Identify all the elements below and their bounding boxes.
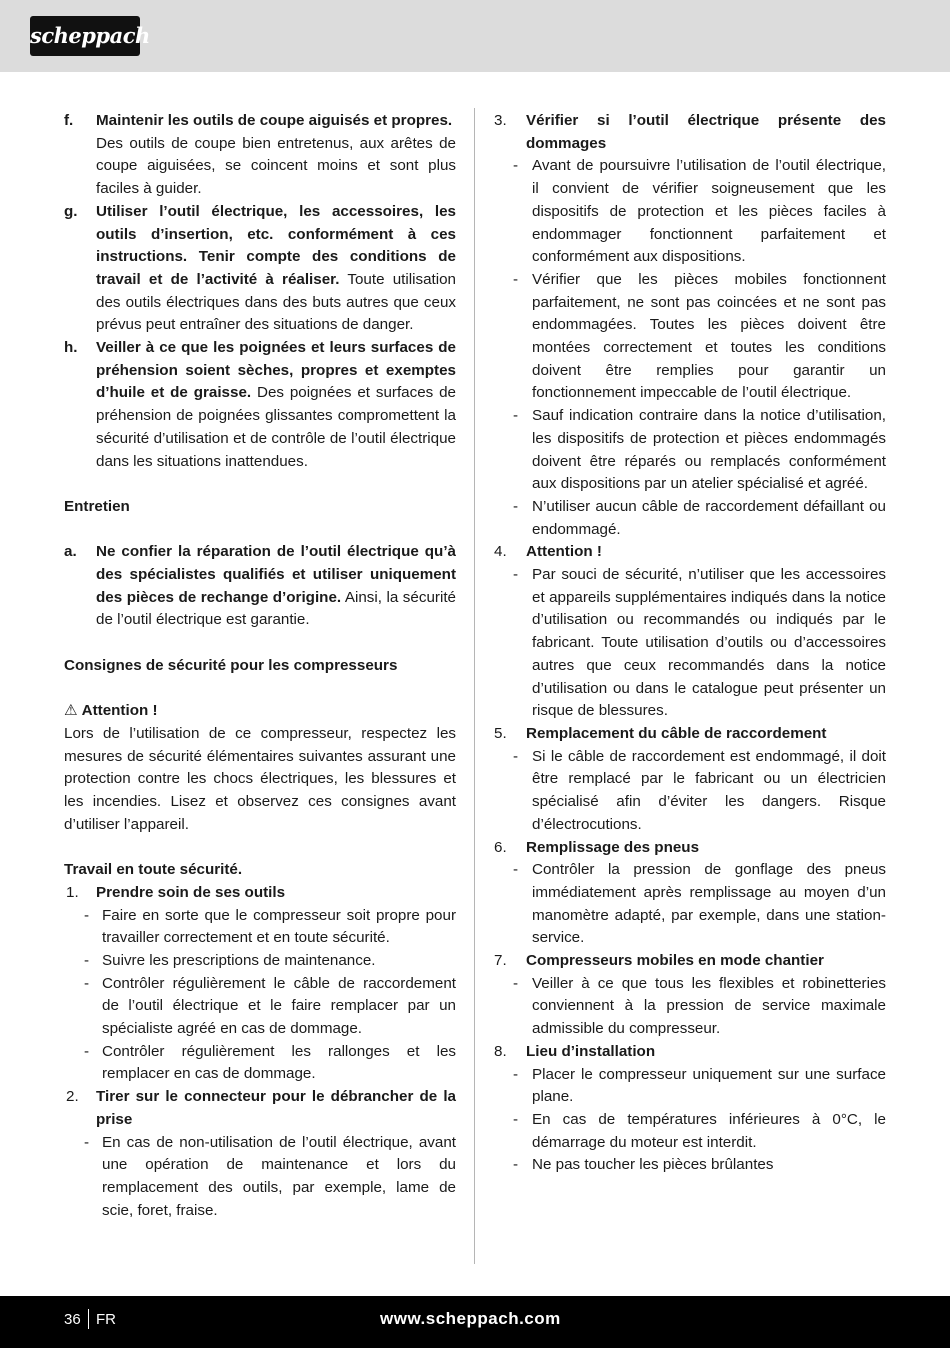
numbered-item-6: 6. Remplissage des pneus — [494, 838, 700, 856]
website-link[interactable]: www.scheppach.com — [380, 1309, 561, 1328]
bullet-item: - En cas de non-utilisation de l’outil électrique, avant une opération de maintenance et lors du remplacement des outils, par exemple, lame de scie, foret, fraise. — [84, 1133, 456, 1219]
item-title: Tirer sur le connecteur pour le débrancher de la prise — [96, 1088, 456, 1128]
maintenance-heading: Entretien — [64, 497, 130, 515]
item-title: Remplissage des pneus — [526, 838, 700, 856]
page-footer — [0, 1296, 950, 1348]
bullet-item: - Sauf indication contraire dans la notice d’utilisation, les dispositifs de protection et pièces endommagés doivent être réparés ou remplacés conformément aux dispositions par un atelier spécialisé et agréé. — [513, 407, 886, 493]
item-text: Toute utilisation des outils électriques dans des buts autres que ceux prévus peut entraîner des situations de danger. — [96, 270, 457, 334]
item-marker: f. — [64, 112, 74, 129]
bullet-item: - En cas de températures inférieures à 0°C, le démarrage du moteur est interdit. — [513, 1110, 886, 1151]
language-code: FR — [96, 1311, 116, 1328]
item-number: 1. — [66, 883, 79, 901]
bullet-item: - Vérifier que les pièces mobiles fonctionnent parfaitement, ne sont pas coincées et ne sont pas endommagées. Toutes les pièces doivent être montées correctement et toutes les conditions doivent être remplies pour garantir un fonctionnement impeccable de l’outil électrique. — [513, 270, 886, 402]
warning-icon: ⚠ — [64, 702, 78, 720]
item-marker: h. — [64, 339, 78, 357]
item-title: Ne confier la réparation de l’outil électrique qu’à des spécialistes qualifiés et utiliser uniquement des pièces de rechange d’origine. — [96, 543, 456, 606]
bullet-item: - Veiller à ce que tous les flexibles et robinetteries conviennent à la pression de service maximale admissible du compresseur. — [513, 974, 886, 1038]
bullet-item: - Avant de poursuivre l’utilisation de l’outil électrique, il convient de vérifier soigneusement que les dispositifs de protection et les pièces faciles à endommager fonctionnent parfaitement et conformément aux dispositions. — [513, 157, 886, 266]
numbered-item-1 — [64, 882, 456, 905]
instruction-item-g — [64, 201, 456, 337]
attention-heading — [64, 700, 456, 723]
compressor-safety-heading: Consignes de sécurité pour les compresseurs — [64, 656, 398, 674]
bullet-item: - Contrôler régulièrement le câble de raccordement de l’outil électrique et le faire remplacer par un spécialiste agréé en cas de dommage. — [84, 974, 456, 1038]
numbered-item-2 — [64, 1086, 456, 1131]
right-column — [494, 110, 886, 1177]
left-column — [64, 110, 456, 1222]
item-marker: g. — [64, 202, 78, 220]
bullet-item: - Par souci de sécurité, n’utiliser que les accessoires et appareils supplémentaires indiqués dans la notice d’utilisation ou recommandés ou indiqués par le fabricant. Toute utilisation d’outils ou d’accessoires autres que ceux recommandés dans la notice d’utilisation ou dans le catalogue peut présenter un risque de blessures. — [513, 566, 886, 720]
page-number: 36 — [64, 1311, 81, 1328]
column-divider — [474, 108, 475, 1264]
item-text: Des poignées et surfaces de préhension de poignées glissantes compromettent la sécurité d’utilisation et de contrôle de l’outil électrique dans les situations inattendues. — [96, 384, 456, 470]
attention-label: Attention ! — [81, 702, 158, 720]
attention-paragraph: Lors de l’utilisation de ce compresseur, respectez les mesures de sécurité élémentaires suivantes assurant une protection contre les chocs électriques, les blessures et les incendies. Lisez et observez ces consignes avant d’utiliser l’appareil. — [64, 724, 456, 833]
item-title: Vérifier si l’outil électrique présente des dommages — [526, 112, 886, 152]
footer-separator — [88, 1309, 89, 1329]
instruction-item-f — [64, 110, 456, 201]
numbered-item-7: 7. Compresseurs mobiles en mode chantier — [494, 952, 824, 970]
numbered-item-4: 4. Attention ! — [494, 543, 602, 561]
item-title: Lieu d’installation — [526, 1042, 656, 1060]
bullet-item: - Placer le compresseur uniquement sur une surface plane. — [513, 1065, 886, 1106]
instruction-item-h — [64, 337, 456, 473]
item-title: Maintenir les outils de coupe aiguisés et propres. — [96, 112, 453, 129]
bullet-item: - Contrôler régulièrement les rallonges et les remplacer en cas de dommage. — [84, 1042, 456, 1083]
bullet-item: - Contrôler la pression de gonflage des pneus immédiatement après remplissage au moyen d’un manomètre adapté, par exemple, dans une station-service. — [513, 861, 886, 947]
instruction-item-a — [64, 541, 456, 632]
item-number: 2. — [66, 1088, 79, 1106]
item-marker: a. — [64, 543, 77, 561]
item-title: Veiller à ce que les poignées et leurs surfaces de préhension soient sèches, propres et exemptes d’huile et de graisse. — [96, 339, 456, 402]
page-header — [0, 0, 950, 72]
item-title: Remplacement du câble de raccordement — [526, 724, 827, 742]
safe-work-heading: Travail en toute sécurité. — [64, 861, 243, 879]
numbered-item-5: 5. Remplacement du câble de raccordement — [494, 724, 827, 742]
item-title: Prendre soin de ses outils — [96, 883, 286, 901]
item-text: Ainsi, la sécurité de l’outil électrique est garantie. — [96, 588, 456, 629]
bullet-item: - N’utiliser aucun câble de raccordement défaillant ou endommagé. — [513, 497, 886, 538]
bullet-item: - Suivre les prescriptions de maintenance. — [84, 951, 376, 969]
item-title: Attention ! — [526, 543, 602, 561]
numbered-item-8: 8. Lieu d’installation — [494, 1042, 656, 1060]
brand-logo: scheppach — [30, 16, 140, 56]
item-title: Utiliser l’outil électrique, les accessoires, les outils d’insertion, etc. conformément à ces instructions. Tenir compte des conditions de travail et de l’activité à réaliser. — [96, 202, 456, 288]
numbered-item-3: 3. Vérifier si l’outil électrique présente des dommages — [494, 112, 886, 152]
bullet-item: - Faire en sorte que le compresseur soit propre pour travailler correctement et en toute sécurité. — [84, 906, 456, 947]
item-title: Compresseurs mobiles en mode chantier — [526, 952, 824, 970]
bullet-item: - Ne pas toucher les pièces brûlantes — [513, 1156, 774, 1174]
item-text: Des outils de coupe bien entretenus, aux arêtes de coupe aiguisées, se coincent moins et sont plus faciles à guider. — [96, 134, 456, 198]
bullet-item: - Si le câble de raccordement est endommagé, il doit être remplacé par le fabricant ou un électricien spécialisé afin d’éviter les dangers. Risque d’électrocutions. — [513, 747, 886, 833]
